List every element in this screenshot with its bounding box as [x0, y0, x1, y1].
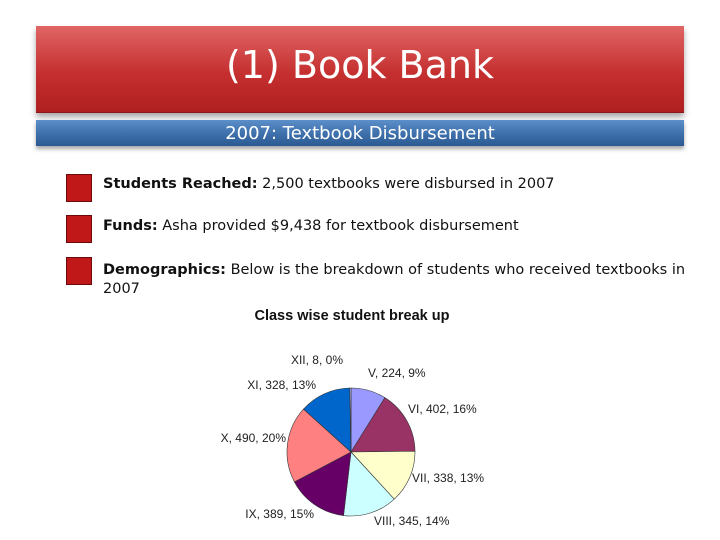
- slide-subtitle: 2007: Textbook Disbursement: [225, 122, 495, 144]
- pie-label-x: X, 490, 20%: [220, 431, 286, 445]
- bullet-body: Asha provided $9,438 for textbook disbursement: [162, 218, 519, 234]
- pie-slices: [287, 388, 415, 516]
- bullet-body: 2,500 textbooks were disbursed in 2007: [262, 176, 555, 192]
- bullet-label: Students Reached:: [103, 176, 258, 192]
- bullet-label: Demographics:: [103, 262, 226, 278]
- pie-label-xii: XII, 8, 0%: [290, 353, 343, 367]
- pie-label-viii: VIII, 345, 14%: [374, 514, 450, 528]
- bullet-body: Below is the breakdown of students who received textbooks in 2007: [103, 262, 686, 297]
- slide-title: (1) Book Bank: [225, 43, 494, 87]
- pie-label-vii: VII, 338, 13%: [412, 471, 485, 485]
- chart-title: Class wise student break up: [254, 308, 450, 324]
- pie-label-ix: IX, 389, 15%: [245, 507, 314, 521]
- pie-label-v: V, 224, 9%: [368, 366, 426, 380]
- pie-label-xi: XI, 328, 13%: [247, 378, 316, 392]
- bullet-label: Funds:: [103, 218, 158, 234]
- pie-label-vi: VI, 402, 16%: [408, 402, 477, 416]
